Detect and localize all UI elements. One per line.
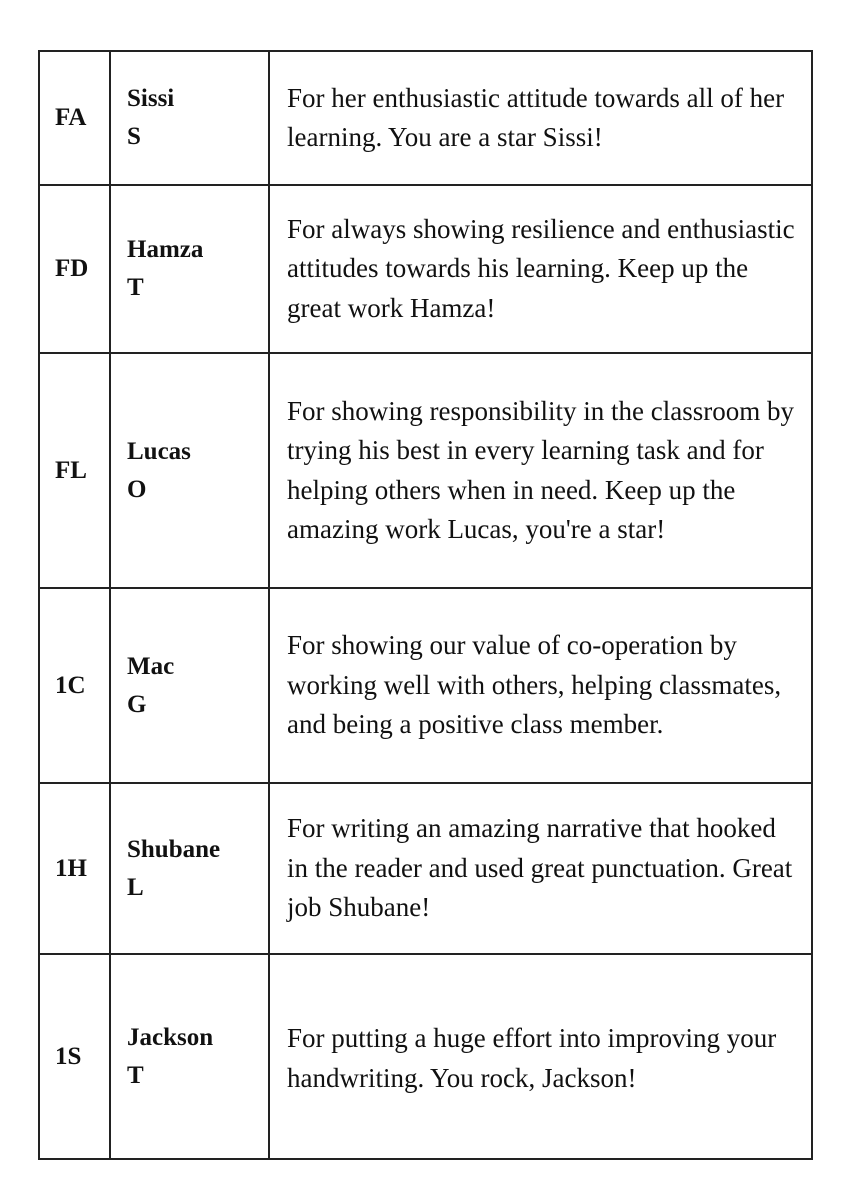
- student-first-name: Jackson: [127, 1023, 214, 1051]
- student-name: [110, 185, 269, 353]
- award-reason: For showing our value of co-operation by working well with others, helping classmates, and being a positive class member.: [269, 588, 812, 783]
- student-last-initial: G: [127, 690, 147, 718]
- table-row: [39, 51, 812, 185]
- student-last-initial: S: [127, 123, 141, 150]
- table-row: [39, 588, 812, 783]
- student-last-initial: O: [127, 475, 147, 503]
- student-first-name: Lucas: [127, 437, 191, 465]
- award-reason: For writing an amazing narrative that hooked in the reader and used great punctuation. Great job Shubane!: [269, 783, 812, 954]
- award-reason: For her enthusiastic attitude towards all of her learning. You are a star Sissi!: [269, 51, 812, 185]
- class-code: FA: [39, 51, 110, 185]
- class-code: 1H: [39, 783, 110, 954]
- class-code: FL: [39, 353, 110, 588]
- student-name: [110, 353, 269, 588]
- award-reason: For always showing resilience and enthusiastic attitudes towards his learning. Keep up the great work Hamza!: [269, 185, 812, 353]
- class-code: 1S: [39, 954, 110, 1159]
- student-first-name: Hamza: [127, 236, 204, 263]
- student-last-initial: T: [127, 274, 144, 301]
- student-first-name: Shubane: [127, 835, 221, 863]
- student-first-name: Sissi: [127, 85, 175, 112]
- student-name: [110, 588, 269, 783]
- table-row: [39, 185, 812, 353]
- table-row: [39, 783, 812, 954]
- student-name: [110, 954, 269, 1159]
- student-name: [110, 783, 269, 954]
- student-last-initial: L: [127, 873, 144, 901]
- award-reason: For showing responsibility in the classroom by trying his best in every learning task and for helping others when in need. Keep up the amazing work Lucas, you're a star!: [269, 353, 812, 588]
- class-code: FD: [39, 185, 110, 353]
- student-name: [110, 51, 269, 185]
- student-last-initial: T: [127, 1061, 144, 1089]
- table-row: [39, 353, 812, 588]
- awards-table: [38, 50, 813, 1160]
- table-row: [39, 954, 812, 1159]
- class-code: 1C: [39, 588, 110, 783]
- student-first-name: Mac: [127, 652, 175, 680]
- award-reason: For putting a huge effort into improving your handwriting. You rock, Jackson!: [269, 954, 812, 1159]
